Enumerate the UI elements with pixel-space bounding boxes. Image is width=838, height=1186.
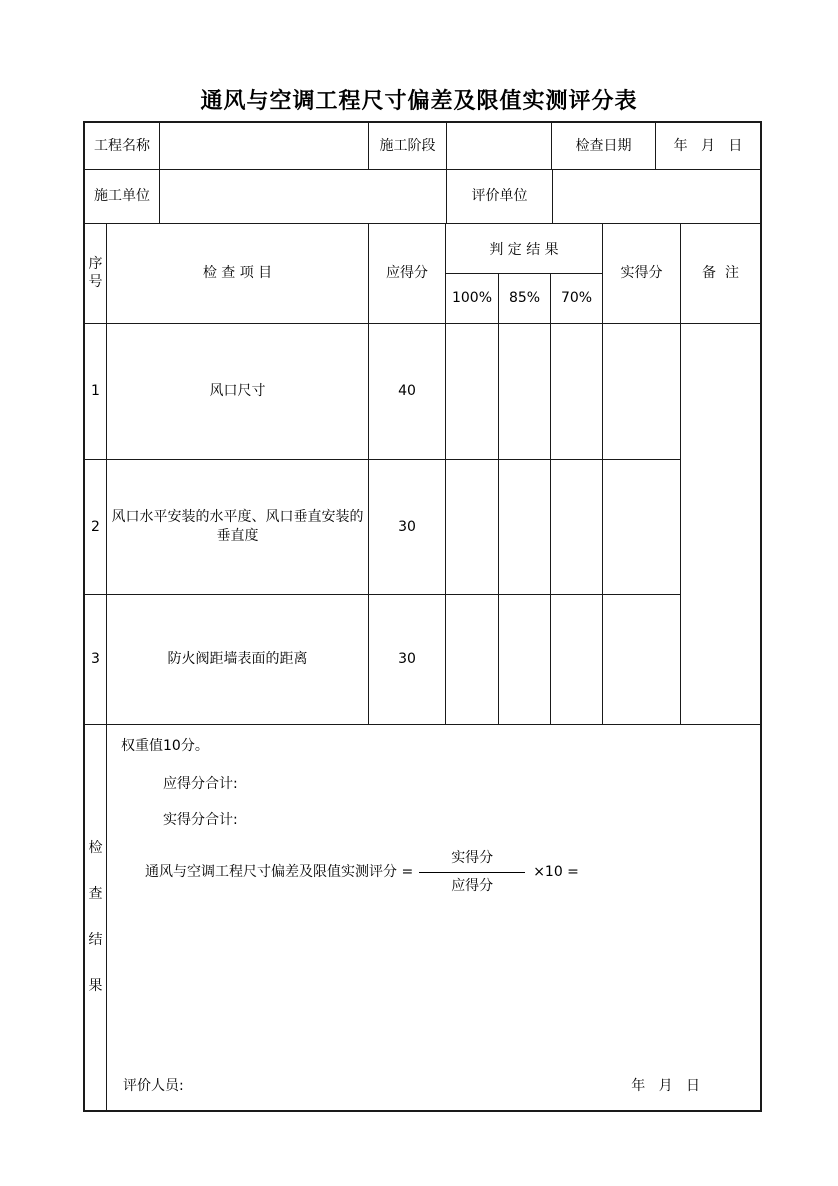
header-judge-85: 85% <box>499 274 551 324</box>
header-seq-char: 号 <box>88 273 103 290</box>
header-due-score: 应得分 <box>369 224 446 324</box>
formula-denominator: 应得分 <box>451 877 494 894</box>
header-judge-70: 70% <box>551 274 603 324</box>
header-actual-score: 实得分 <box>603 224 681 324</box>
table-row <box>85 324 681 460</box>
row3-actual <box>603 595 681 725</box>
check-date-label: 检查日期 <box>552 123 656 170</box>
table-row <box>85 460 681 595</box>
header-seq <box>85 224 107 324</box>
row2-judge-85 <box>499 460 551 595</box>
result-label-char: 检 <box>88 840 103 857</box>
row3-item: 防火阀距墙表面的距离 <box>107 595 369 725</box>
row3-due: 30 <box>369 595 446 725</box>
row2-judge-70 <box>551 460 603 595</box>
table-header-row <box>85 224 760 324</box>
check-date-value: 年 月 日 <box>656 123 760 170</box>
row3-judge-85 <box>499 595 551 725</box>
header-seq-char: 序 <box>88 256 103 272</box>
result-section-label <box>85 725 107 1110</box>
header-judge-result-block <box>446 224 603 324</box>
formula-numerator: 实得分 <box>419 849 525 873</box>
header-judge-result: 判 定 结 果 <box>446 224 603 274</box>
construction-stage-label: 施工阶段 <box>369 123 447 170</box>
row2-seq: 2 <box>85 460 107 595</box>
row1-item: 风口尺寸 <box>107 324 369 460</box>
row2-actual <box>603 460 681 595</box>
formula-prefix: 通风与空调工程尺寸偏差及限值实测评分 = <box>145 863 414 880</box>
row3-judge-100 <box>446 595 499 725</box>
project-name-value <box>160 123 369 170</box>
row1-actual <box>603 324 681 460</box>
page-title: 通风与空调工程尺寸偏差及限值实测评分表 <box>200 89 638 114</box>
header-judge-100: 100% <box>446 274 499 324</box>
row1-seq: 1 <box>85 324 107 460</box>
construction-unit-value <box>160 170 447 224</box>
header-item: 检 查 项 目 <box>107 224 369 324</box>
result-label-char: 结 <box>88 932 103 948</box>
formula-suffix: ×10 = <box>533 863 579 880</box>
row1-judge-100 <box>446 324 499 460</box>
due-total-label: 应得分合计: <box>163 776 238 792</box>
row2-item: 风口水平安装的水平度、风口垂直安装的垂直度 <box>107 460 369 595</box>
result-label-char: 果 <box>88 977 103 994</box>
info-row-1 <box>85 123 760 170</box>
result-date-label: 年 月 日 <box>631 1078 700 1095</box>
project-name-label: 工程名称 <box>85 123 160 170</box>
table-row <box>85 595 681 725</box>
header-remark: 备 注 <box>681 224 760 324</box>
result-label-char: 查 <box>88 886 103 903</box>
weight-note: 权重值10分。 <box>121 738 209 754</box>
row3-judge-70 <box>551 595 603 725</box>
row2-judge-100 <box>446 460 499 595</box>
info-row-2 <box>85 170 760 224</box>
score-table <box>83 121 762 1112</box>
remark-merged-cell <box>681 324 760 725</box>
result-content-cell <box>107 725 760 1110</box>
row1-due: 40 <box>369 324 446 460</box>
row1-judge-85 <box>499 324 551 460</box>
actual-total-label: 实得分合计: <box>163 812 238 828</box>
table-body <box>85 324 760 725</box>
row1-judge-70 <box>551 324 603 460</box>
construction-stage-value <box>447 123 552 170</box>
formula-fraction <box>419 849 525 896</box>
evaluator-label: 评价人员: <box>123 1078 184 1095</box>
result-section <box>85 725 760 1110</box>
score-formula <box>145 849 579 896</box>
row2-due: 30 <box>369 460 446 595</box>
evaluation-unit-value <box>553 170 760 224</box>
evaluation-unit-label: 评价单位 <box>447 170 553 224</box>
construction-unit-label: 施工单位 <box>85 170 160 224</box>
row3-seq: 3 <box>85 595 107 725</box>
